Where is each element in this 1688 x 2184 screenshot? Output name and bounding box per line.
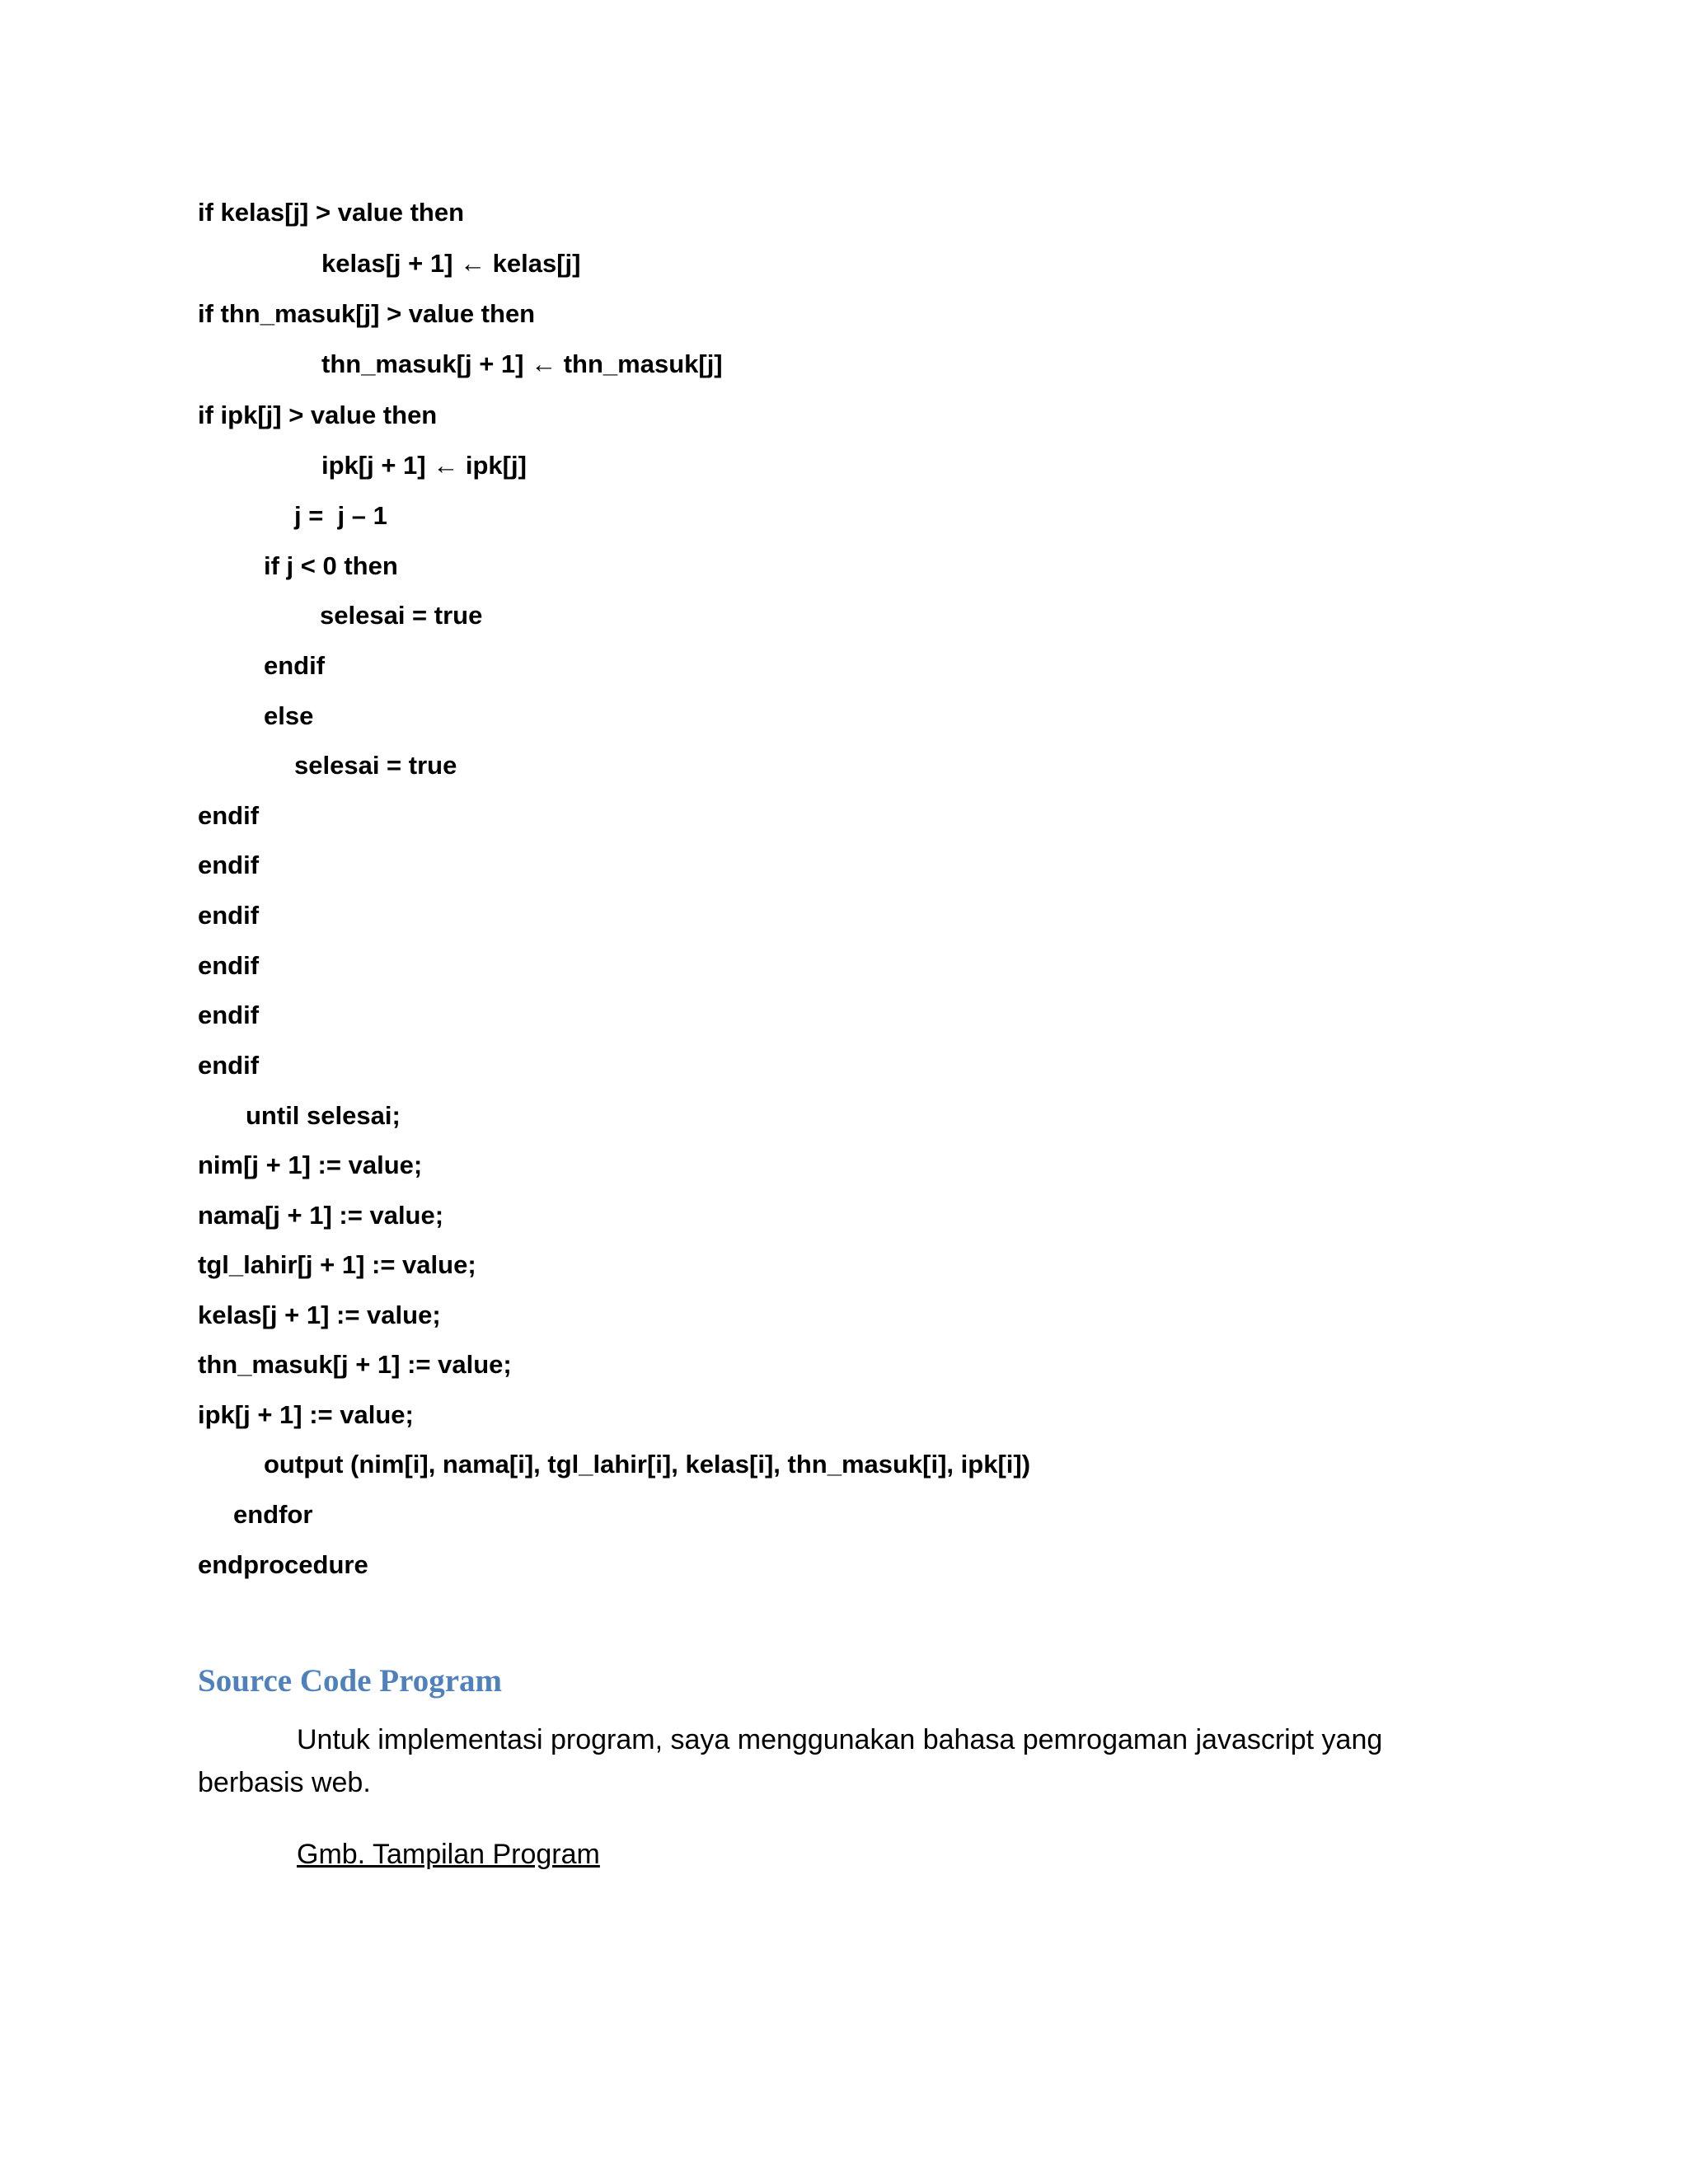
- code-line: endif: [198, 951, 260, 980]
- code-line: kelas[j + 1] := value;: [198, 1301, 441, 1329]
- code-line: output (nim[i], nama[i], tgl_lahir[i], kelas[i], thn_masuk[i], ipk[i]): [264, 1450, 1031, 1479]
- code-line: endif: [198, 1001, 260, 1029]
- code-line: endif: [198, 1051, 260, 1080]
- code-line: if thn_masuk[j] > value then: [198, 299, 536, 328]
- code-line: nim[j + 1] := value;: [198, 1151, 423, 1179]
- code-line: if kelas[j] > value then: [198, 198, 465, 227]
- code-line: selesai = true: [294, 751, 457, 780]
- body-paragraph: Untuk implementasi program, saya menggunakan bahasa pemrogaman javascript yang berbasis web.: [198, 1724, 1383, 1798]
- code-line: if ipk[j] > value then: [198, 401, 438, 429]
- code-line: ipk[j + 1] := value;: [198, 1400, 414, 1429]
- code-line: selesai = true: [320, 601, 483, 630]
- code-line: endif: [198, 801, 260, 830]
- code-line: until selesai;: [246, 1101, 401, 1130]
- code-line: kelas[j + 1] ← kelas[j]: [321, 249, 581, 278]
- section-heading: Source Code Program: [198, 1663, 502, 1699]
- code-line: ipk[j + 1] ← ipk[j]: [321, 451, 527, 480]
- code-line: j = j – 1: [294, 501, 387, 530]
- code-line: if j < 0 then: [264, 551, 398, 580]
- figure-caption: Gmb. Tampilan Program: [297, 1839, 600, 1870]
- code-line: thn_masuk[j + 1] := value;: [198, 1350, 512, 1379]
- code-line: else: [264, 701, 314, 730]
- code-line: endprocedure: [198, 1550, 368, 1579]
- code-line: endfor: [233, 1500, 313, 1529]
- code-line: nama[j + 1] := value;: [198, 1201, 444, 1230]
- code-line: thn_masuk[j + 1] ← thn_masuk[j]: [321, 349, 723, 378]
- code-line: endif: [198, 851, 260, 879]
- code-line: endif: [264, 651, 326, 680]
- code-line: tgl_lahir[j + 1] := value;: [198, 1250, 476, 1279]
- code-line: endif: [198, 901, 260, 930]
